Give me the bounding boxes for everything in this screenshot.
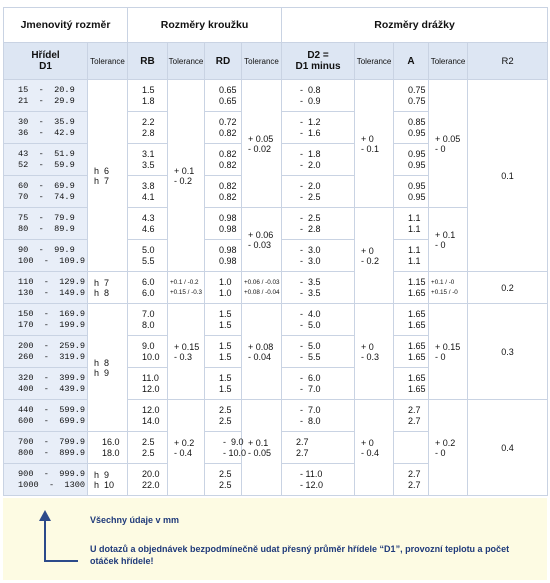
cell-r2: 0.3 xyxy=(468,304,548,400)
table-row xyxy=(4,272,548,304)
cell-rd: 1.5 1.5 xyxy=(205,304,242,336)
cell-range: 60 - 69.9 70 - 74.9 xyxy=(4,176,88,208)
cell-a: 0.75 0.75 xyxy=(394,80,429,112)
tol-label: Tolerance xyxy=(356,56,392,66)
col-d1-sub: D1 xyxy=(39,61,52,72)
cell-rb: 6.0 6.0 xyxy=(128,272,168,304)
cell-d2: - 2.5 - 2.8 xyxy=(282,208,355,240)
header-nominal-size: Jmenovitý rozměr xyxy=(4,8,128,43)
cell-d2: - 2.0 - 2.5 xyxy=(282,176,355,208)
cell-d2: - 7.0 - 8.0 xyxy=(282,400,355,432)
dimension-table xyxy=(3,7,548,496)
cell-tol-rb: + 0.2 - 0.4 xyxy=(168,400,205,496)
tol-label: Tolerance xyxy=(430,56,466,66)
cell-r2: 0.2 xyxy=(468,272,548,304)
cell-a: 2.7 2.7 xyxy=(282,432,355,464)
cell-a: 0.95 0.95 xyxy=(394,144,429,176)
cell-tol-d2: + 0 - 0.2 xyxy=(355,208,394,304)
cell-a: 2.7 2.7 xyxy=(394,464,429,496)
cell-range: 320 - 399.9 400 - 439.9 xyxy=(4,368,88,400)
cell-range: 110 - 129.9 130 - 149.9 xyxy=(4,272,88,304)
cell-range: 15 - 20.9 21 - 29.9 xyxy=(4,80,88,112)
cell-tol-rb: + 0.15 - 0.3 xyxy=(168,304,205,400)
cell-rd: 2.5 2.5 xyxy=(128,432,168,464)
cell-tol-a: +0.1 / -0 +0.15 / -0 xyxy=(429,272,468,304)
cell-tol-d2: + 0 - 0.4 xyxy=(355,400,394,496)
tol-label: Tolerance xyxy=(244,56,279,66)
col-header-tolerance-h xyxy=(88,43,128,80)
col-d1-label: Hřídel xyxy=(31,50,60,61)
note-box xyxy=(3,498,547,580)
cell-d2: - 6.0 - 7.0 xyxy=(282,368,355,400)
cell-tol-a: + 0.05 - 0 xyxy=(429,80,468,208)
cell-tol-a: + 0.2 - 0 xyxy=(429,400,468,496)
cell-d2: - 3.0 - 3.0 xyxy=(282,240,355,272)
cell-rb: 7.0 8.0 xyxy=(128,304,168,336)
tol-label: Tolerance xyxy=(90,56,125,66)
col-r2-label: R2 xyxy=(501,55,514,67)
table-row xyxy=(4,208,548,240)
cell-rb: 2.2 2.8 xyxy=(128,112,168,144)
cell-rb: 16.0 18.0 xyxy=(88,432,128,464)
col-header-tolerance-d2 xyxy=(355,43,394,80)
cell-rd: 0.98 0.98 xyxy=(205,240,242,272)
table-row xyxy=(4,80,548,112)
cell-tol-h: h 8 h 9 xyxy=(88,304,128,432)
cell-a: 1.65 1.65 xyxy=(394,304,429,336)
cell-rb: 9.0 10.0 xyxy=(128,336,168,368)
tol-label: Tolerance xyxy=(168,56,204,66)
cell-tol-a: + 0.1 - 0 xyxy=(429,208,468,272)
cell-r2: 0.4 xyxy=(468,400,548,496)
cell-a: 1.1 1.1 xyxy=(394,240,429,272)
cell-tol-rd: + 0.05 - 0.02 xyxy=(242,80,282,208)
cell-r2: 0.1 xyxy=(468,80,548,272)
arrow-line xyxy=(44,520,46,562)
cell-tol-rb: + 0.1 - 0.2 xyxy=(168,80,205,272)
col-header-r2 xyxy=(468,43,548,80)
cell-d2: - 1.2 - 1.6 xyxy=(282,112,355,144)
cell-rd: 2.5 2.5 xyxy=(205,400,242,432)
cell-rd: 1.5 1.5 xyxy=(205,336,242,368)
cell-rd: 1.5 1.5 xyxy=(205,368,242,400)
cell-tol-h: h 9 h 10 xyxy=(88,464,128,496)
cell-range: 200 - 259.9 260 - 319.9 xyxy=(4,336,88,368)
cell-range: 75 - 79.9 80 - 89.9 xyxy=(4,208,88,240)
col-d2-label: D2 = xyxy=(307,50,329,61)
cell-rd: 0.98 0.98 xyxy=(205,208,242,240)
col-header-tolerance-rd xyxy=(242,43,282,80)
cell-a: 2.7 2.7 xyxy=(394,400,429,432)
header-groove-dimensions: Rozměry drážky xyxy=(282,8,548,43)
col-header-rb: RB xyxy=(128,43,168,80)
cell-rb: 12.0 14.0 xyxy=(128,400,168,432)
cell-rb: 11.0 12.0 xyxy=(128,368,168,400)
cell-d2: - 0.8 - 0.9 xyxy=(282,80,355,112)
cell-d2: - 5.0 - 5.5 xyxy=(282,336,355,368)
cell-range: 700 - 799.9 800 - 899.9 xyxy=(4,432,88,464)
col-header-d2 xyxy=(282,43,355,80)
cell-d2: - 9.0 - 10.0 xyxy=(205,432,242,464)
note-order-info: U dotazů a objednávek bezpodmínečně udat přesný průměr hřídele “D1”, provozní teplotu a počet otáček hřídele! xyxy=(90,544,510,566)
cell-tol-rd: +0.06 / -0.03 +0.08 / -0.04 xyxy=(242,272,282,304)
cell-tol-rd: + 0.1 - 0.05 xyxy=(242,400,282,496)
cell-range: 900 - 999.9 1000 - 1300 xyxy=(4,464,88,496)
cell-a: 1.65 1.65 xyxy=(394,336,429,368)
col-header-rd: RD xyxy=(205,43,242,80)
cell-tol-rd: + 0.06 - 0.03 xyxy=(242,208,282,272)
cell-rb: 1.5 1.8 xyxy=(128,80,168,112)
table-row xyxy=(4,304,548,336)
col-header-shaft-d1 xyxy=(4,43,88,80)
cell-d2: - 1.8 - 2.0 xyxy=(282,144,355,176)
col-header-tolerance-a xyxy=(429,43,468,80)
cell-a: 1.65 1.65 xyxy=(394,368,429,400)
cell-rb: 3.1 3.5 xyxy=(128,144,168,176)
cell-d2: - 11.0 - 12.0 xyxy=(282,464,355,496)
cell-rb: 4.3 4.6 xyxy=(128,208,168,240)
arrow-foot xyxy=(44,560,78,562)
cell-rd: 0.72 0.82 xyxy=(205,112,242,144)
cell-a: 1.15 1.65 xyxy=(394,272,429,304)
cell-a: 0.85 0.95 xyxy=(394,112,429,144)
cell-range: 43 - 51.9 52 - 59.9 xyxy=(4,144,88,176)
header-ring-dimensions: Rozměry kroužku xyxy=(128,8,282,43)
cell-tol-a: + 0.15 - 0 xyxy=(429,304,468,400)
cell-rd: 0.82 0.82 xyxy=(205,176,242,208)
cell-range: 30 - 35.9 36 - 42.9 xyxy=(4,112,88,144)
cell-d2: - 4.0 - 5.0 xyxy=(282,304,355,336)
cell-tol-rb: +0.1 / -0.2 +0.15 / -0.3 xyxy=(168,272,205,304)
cell-rd: 0.65 0.65 xyxy=(205,80,242,112)
col-header-tolerance-rb xyxy=(168,43,205,80)
cell-rd: 0.82 0.82 xyxy=(205,144,242,176)
cell-tol-h: h 7 h 8 xyxy=(88,272,128,304)
col-d2-sub: D1 minus xyxy=(295,61,341,72)
table-row xyxy=(4,400,548,432)
cell-rd: 2.5 2.5 xyxy=(205,464,242,496)
cell-a: 1.1 1.1 xyxy=(394,208,429,240)
cell-tol-d2: + 0 - 0.3 xyxy=(355,304,394,400)
col-header-a: A xyxy=(394,43,429,80)
cell-rd: 1.0 1.0 xyxy=(205,272,242,304)
cell-range: 90 - 99.9 100 - 109.9 xyxy=(4,240,88,272)
cell-rb: 20.0 22.0 xyxy=(128,464,168,496)
cell-rb: 3.8 4.1 xyxy=(128,176,168,208)
cell-tol-h: h 6 h 7 xyxy=(88,80,128,272)
cell-a: 0.95 0.95 xyxy=(394,176,429,208)
note-units: Všechny údaje v mm xyxy=(90,515,180,525)
cell-range: 150 - 169.9 170 - 199.9 xyxy=(4,304,88,336)
cell-tol-d2: + 0 - 0.1 xyxy=(355,80,394,208)
cell-rb: 5.0 5.5 xyxy=(128,240,168,272)
cell-d2: - 3.5 - 3.5 xyxy=(282,272,355,304)
cell-range: 440 - 599.9 600 - 699.9 xyxy=(4,400,88,432)
cell-tol-rd: + 0.08 - 0.04 xyxy=(242,304,282,400)
